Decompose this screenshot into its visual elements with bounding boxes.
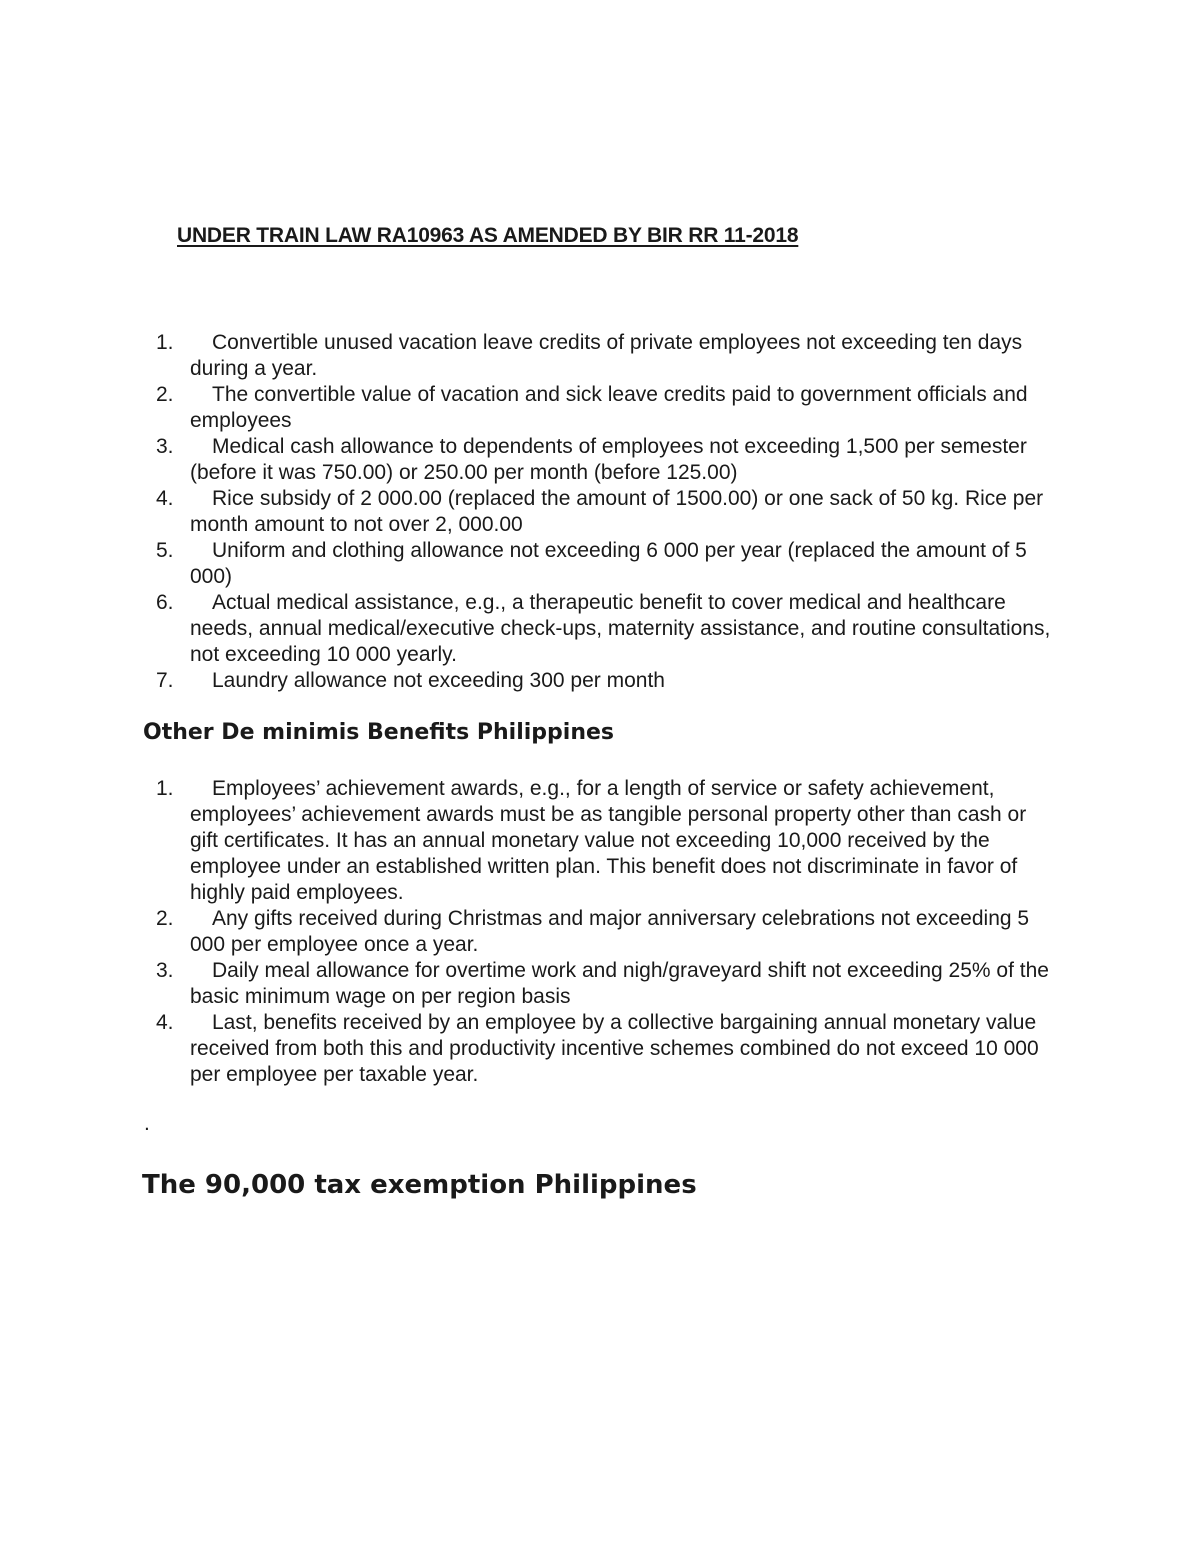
list-item-number: 7. bbox=[156, 669, 174, 692]
list-item-number: 6. bbox=[156, 591, 174, 614]
list-item-text: Daily meal allowance for overtime work and nigh/graveyard shift not exceeding 25% of the basic minimum wage on per region basis bbox=[190, 959, 1049, 1008]
list-item-number: 2. bbox=[156, 383, 174, 406]
list-item-text: Any gifts received during Christmas and major anniversary celebrations not exceeding 5 000 per employee once a year. bbox=[190, 907, 1030, 956]
list-item-number: 4. bbox=[156, 487, 174, 510]
stray-period: . bbox=[144, 1112, 150, 1135]
list-item bbox=[0, 382, 1060, 434]
list-item-number: 4. bbox=[156, 1011, 174, 1034]
list-item-number: 5. bbox=[156, 539, 174, 562]
train-law-benefits-list bbox=[0, 330, 1200, 694]
list-item bbox=[0, 906, 1060, 958]
section-heading-other-de-minimis: Other De minimis Benefits Philippines bbox=[143, 720, 615, 745]
list-item bbox=[0, 1010, 1060, 1088]
list-item-text: Convertible unused vacation leave credits of private employees not exceeding ten days during a year. bbox=[190, 331, 1023, 380]
list-item-number: 1. bbox=[156, 777, 174, 800]
list-item bbox=[0, 590, 1060, 668]
list-item-text: Last, benefits received by an employee by a collective bargaining annual monetary value received from both this and productivity incentive schemes combined do not exceed 10 000 per employee per taxable year. bbox=[190, 1011, 1039, 1086]
list-item bbox=[0, 330, 1060, 382]
other-de-minimis-list bbox=[0, 776, 1200, 1088]
list-item-number: 3. bbox=[156, 435, 174, 458]
list-item-text: Medical cash allowance to dependents of employees not exceeding 1,500 per semester (before it was 750.00) or 250.00 per month (before 125.00) bbox=[190, 435, 1027, 484]
list-item bbox=[0, 486, 1060, 538]
list-item bbox=[0, 434, 1060, 486]
list-item-text: Rice subsidy of 2 000.00 (replaced the amount of 1500.00) or one sack of 50 kg. Rice per month amount to not over 2, 000.00 bbox=[190, 487, 1044, 536]
list-item-number: 1. bbox=[156, 331, 174, 354]
section-heading-tax-exemption: The 90,000 tax exemption Philippines bbox=[142, 1170, 697, 1200]
list-item-text: Laundry allowance not exceeding 300 per month bbox=[212, 669, 665, 692]
list-item-text: The convertible value of vacation and sick leave credits paid to government officials and employees bbox=[190, 383, 1028, 432]
list-item-text: Uniform and clothing allowance not exceeding 6 000 per year (replaced the amount of 5 000) bbox=[190, 539, 1027, 588]
list-item bbox=[0, 776, 1060, 906]
list-item-number: 3. bbox=[156, 959, 174, 982]
list-item bbox=[0, 538, 1060, 590]
list-item-text: Employees’ achievement awards, e.g., for a length of service or safety achievement, employees’ achievement awards must be as tangible personal property other than cash or gift certificates. It has an annual monetary value not exceeding 10,000 received by the employee under an established written plan. This benefit does not discriminate in favor of highly paid employees. bbox=[190, 777, 1027, 904]
list-item-number: 2. bbox=[156, 907, 174, 930]
list-item bbox=[0, 668, 1060, 694]
list-item bbox=[0, 958, 1060, 1010]
list-item-text: Actual medical assistance, e.g., a therapeutic benefit to cover medical and healthcare needs, annual medical/executive check-ups, maternity assistance, and routine consultations, not exceeding 10 000 yearly. bbox=[190, 591, 1051, 666]
page-title: UNDER TRAIN LAW RA10963 AS AMENDED BY BIR RR 11-2018 bbox=[177, 224, 799, 247]
